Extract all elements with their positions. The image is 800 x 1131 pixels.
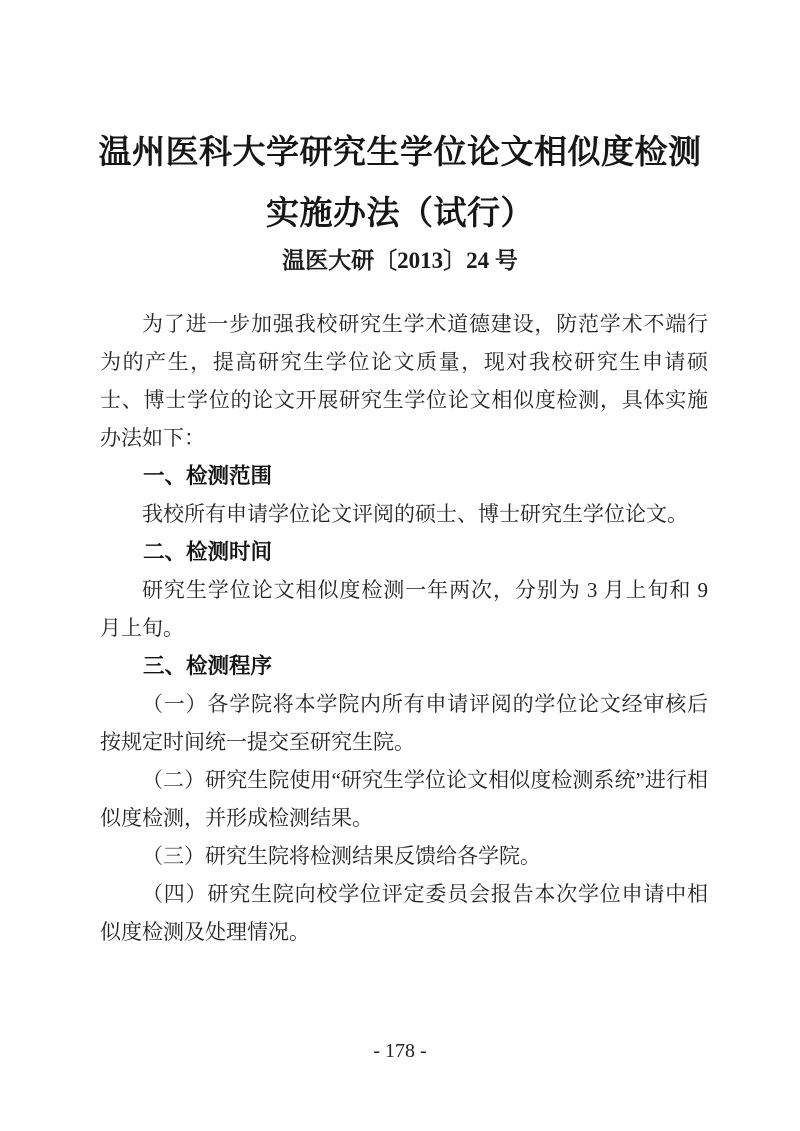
doc-title-line2: 实施办法（试行） [266,196,534,232]
section-3-paragraph-4: （四）研究生院向校学位评定委员会报告本次学位申请中相似度检测及处理情况。 [100,882,708,944]
section-1-paragraph: 我校所有申请学位论文评阅的硕士、博士研究生学位论文。 [142,502,688,526]
section-3-heading: 三、检测程序 [143,654,273,678]
intro-paragraph: 为了进一步加强我校研究生学术道德建设，防范学术不端行为的产生，提高研究生学位论文质量，现对我校研究生申请硕士、博士学位的论文开展研究生学位论文相似度检测，具体实施办法如下： [100,312,708,450]
page-number: - 178 - [373,1040,427,1062]
section-2-paragraph: 研究生学位论文相似度检测一年两次，分别为 3 月上旬和 9 月上旬。 [100,578,708,640]
document-header [0,0,800,276]
section-3-paragraph-3: （三）研究生院将检测结果反馈给各学院。 [142,844,541,868]
section-detection-scope [100,457,708,533]
section-3-paragraph-2: （二）研究生院使用“研究生学位论文相似度检测系统”进行相似度检测，并形成检测结果。 [100,768,708,830]
section-3-paragraph-1: （一）各学院将本学院内所有申请评阅的学位论文经审核后按规定时间统一提交至研究生院。 [100,692,708,754]
section-2-heading: 二、检测时间 [143,540,273,564]
doc-number: 温医大研〔2013〕24 号 [282,248,518,273]
doc-title-line1: 温州医科大学研究生学位论文相似度检测 [98,135,702,171]
document-body [0,305,800,951]
section-detection-time [100,533,708,647]
section-detection-procedure [100,647,708,951]
section-1-heading: 一、检测范围 [143,464,273,488]
